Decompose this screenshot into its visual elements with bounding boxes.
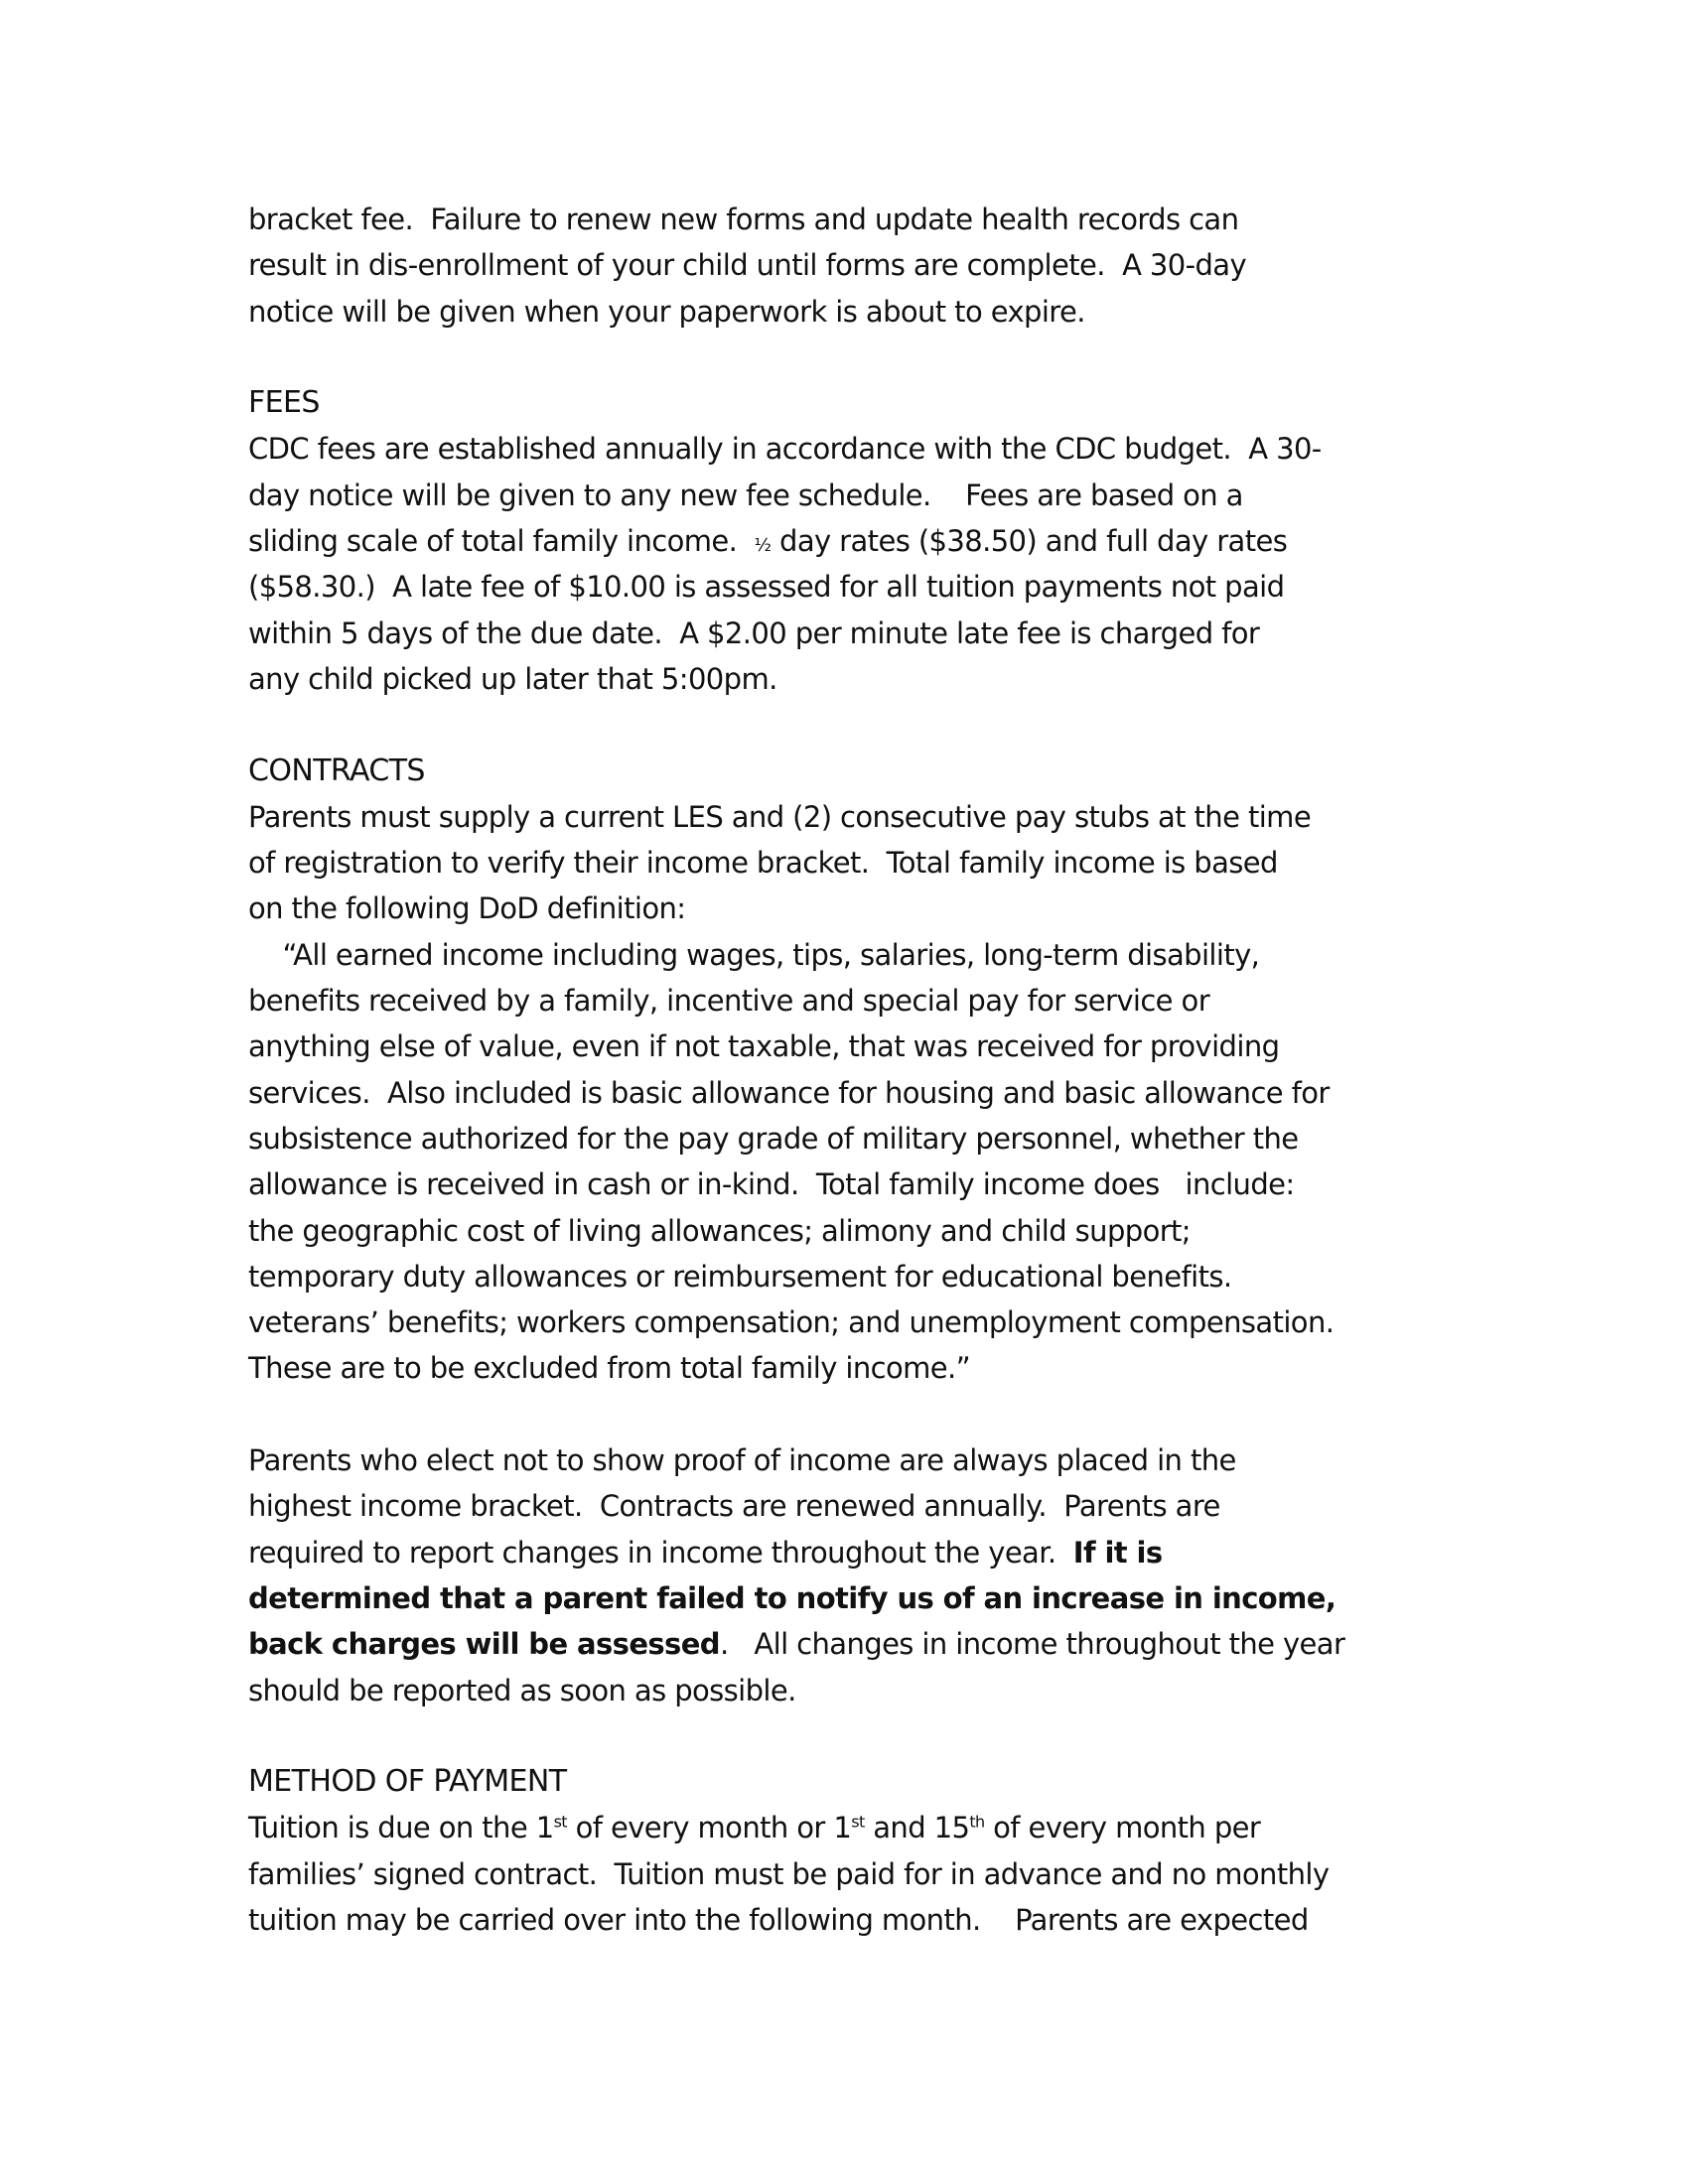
section-heading-payment: METHOD OF PAYMENT (248, 1764, 567, 1800)
text-line: result in dis-enrollment of your child until forms are complete. A 30-day (248, 248, 1247, 283)
text-segment: required to report changes in income throughout the year. (248, 1535, 1073, 1570)
quote-line: anything else of value, even if not taxable, that was received for providing (248, 1029, 1280, 1064)
quote-line: benefits received by a family, incentive and special pay for service or (248, 984, 1210, 1019)
payment-section (248, 1759, 1450, 1943)
text-segment: of every month per (984, 1811, 1261, 1845)
ordinal-suffix: st (553, 1812, 567, 1832)
fees-section (248, 380, 1450, 702)
text-segment: Tuition is due on the 1 (248, 1811, 554, 1845)
text-line: Parents must supply a current LES and (2) consecutive pay stubs at the time (248, 799, 1312, 834)
text-line: any child picked up later that 5:00pm. (248, 661, 777, 696)
spacer (248, 1713, 1450, 1759)
text-line (248, 1530, 1450, 1575)
text-segment: and 15 (864, 1811, 970, 1845)
emphasis-line: determined that a parent failed to notify us of an increase in income, (248, 1580, 1336, 1615)
document-page (248, 197, 1450, 1943)
contracts-section (248, 749, 1450, 1713)
text-line: notice will be given when your paperwork is about to expire. (248, 294, 1085, 329)
emphasis-text: back charges will be assessed (248, 1627, 720, 1662)
quote-line: veterans’ benefits; workers compensation; and unemployment compensation. (248, 1305, 1335, 1340)
text-line: tuition may be carried over into the following month. Parents are expected (248, 1902, 1309, 1937)
spacer (248, 335, 1450, 380)
section-heading-contracts: CONTRACTS (248, 752, 425, 788)
emphasis-text: If it is (1072, 1535, 1163, 1570)
text-segment: sliding scale of total family income. (248, 524, 755, 559)
text-segment: . All changes in income throughout the year (719, 1627, 1345, 1662)
half-fraction: ½ (754, 535, 772, 557)
text-line (248, 1621, 1450, 1667)
section-heading-fees: FEES (248, 385, 320, 421)
quote-line: subsistence authorized for the pay grade of military personnel, whether the (248, 1121, 1299, 1156)
text-line: bracket fee. Failure to renew new forms and update health records can (248, 203, 1239, 236)
text-line (248, 1805, 1450, 1850)
quote-line: services. Also included is basic allowance for housing and basic allowance for (248, 1075, 1330, 1110)
text-line: on the following DoD definition: (248, 891, 686, 926)
text-line: of registration to verify their income bracket. Total family income is based (248, 846, 1278, 881)
text-line: families’ signed contract. Tuition must be paid for in advance and no monthly (248, 1856, 1330, 1891)
spacer (248, 702, 1450, 748)
quote-line: temporary duty allowances or reimbursement for educational benefits. (248, 1259, 1232, 1294)
spacer (248, 1392, 1450, 1437)
quote-line: allowance is received in cash or in-kind. Total family income does include: (248, 1167, 1295, 1202)
text-line: within 5 days of the due date. A $2.00 per minute late fee is charged for (248, 615, 1260, 650)
text-line: CDC fees are established annually in accordance with the CDC budget. A 30- (248, 432, 1322, 467)
ordinal-suffix: st (851, 1812, 865, 1832)
text-segment: of every month or 1 (566, 1811, 852, 1845)
intro-paragraph (248, 197, 1450, 335)
text-line: highest income bracket. Contracts are renewed annually. Parents are (248, 1489, 1220, 1524)
text-line: day notice will be given to any new fee schedule. Fees are based on a (248, 478, 1243, 512)
quote-line: the geographic cost of living allowances; alimony and child support; (248, 1213, 1191, 1248)
text-line: ($58.30.) A late fee of $10.00 is assessed for all tuition payments not paid (248, 570, 1285, 605)
text-segment: day rates ($38.50) and full day rates (771, 524, 1288, 559)
text-line: Parents who elect not to show proof of income are always placed in the (248, 1443, 1236, 1478)
ordinal-suffix: th (969, 1812, 985, 1832)
quote-line: “All earned income including wages, tips, salaries, long-term disability, (248, 937, 1260, 972)
text-line (248, 518, 1450, 564)
quote-line: These are to be excluded from total family income.” (248, 1351, 971, 1386)
text-line: should be reported as soon as possible. (248, 1673, 796, 1707)
